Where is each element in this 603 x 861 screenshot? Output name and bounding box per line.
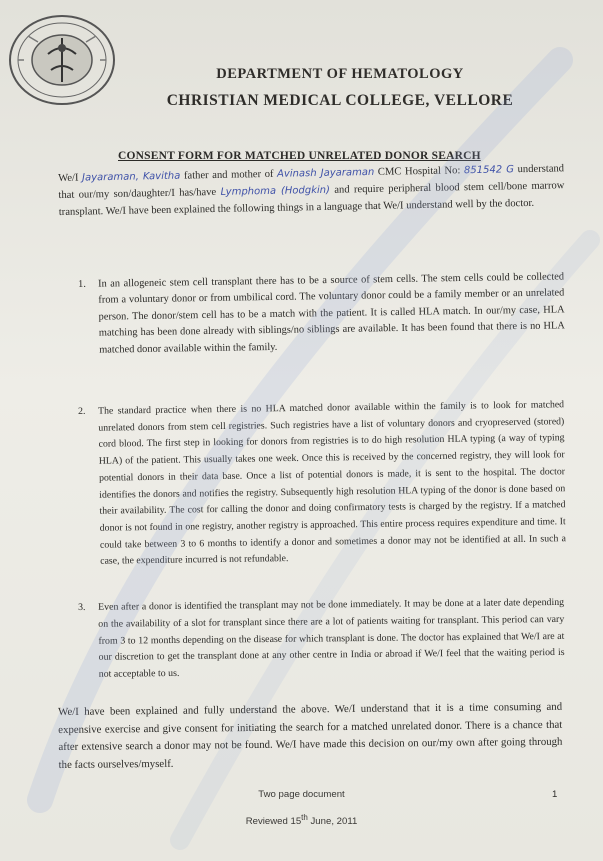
intro-paragraph (58, 160, 565, 221)
review-date-suffix-ordinal: th (301, 813, 308, 822)
intro-text: CMC Hospital No: (374, 165, 465, 178)
item-text: In an allogeneic stem cell transplant there has to be a source of stem cells. The stem cells could be collected from a voluntary donor or from umbilical cord. The voluntary donor could be a family member or an unrelated person. The donor/stem cell has to be a match with the patient. It is called HLA match. In our/my case, HLA matching has been done already with siblings/no siblings are available. It has been found that there is no HLA matched donor available within the family. (98, 271, 565, 356)
review-date-prefix: Reviewed 15 (245, 816, 302, 828)
consent-item (78, 595, 565, 684)
intro-text: understand that our/my son/daughter/I has/have (58, 163, 565, 201)
form-title: CONSENT FORM FOR MATCHED UNRELATED DONOR SEARCH (118, 150, 481, 162)
item-number: 1. (78, 278, 87, 290)
page-count-note: Two page document (258, 789, 345, 800)
final-statement: We/I have been explained and fully understand the above. We/I understand that it is a time consuming and expensive exercise and give consent for initiating the search for a matched unrelated donor. There is a chance that after extensive search a donor may not be found. We/I have made this decision on our/my own after going through the facts ourselves/myself. (58, 700, 563, 771)
department-heading: DEPARTMENT OF HEMATOLOGY (216, 66, 464, 82)
intro-text: We/I (58, 172, 83, 184)
consent-item (78, 397, 566, 571)
review-date-suffix: June, 2011 (307, 816, 358, 828)
college-seal-logo (4, 10, 120, 110)
consent-item (78, 269, 565, 359)
parents-name-handwritten: Jayaraman, Kavitha (81, 170, 181, 184)
item-number: 3. (78, 601, 86, 613)
patient-name-handwritten: Avinash Jayaraman (276, 166, 375, 180)
item-text: The standard practice when there is no HLA matched donor available within the family is to look for matched unrelated donors from stem cell registries. Such registries have a list of voluntary donors and cryopreserved (stored) cord blood. The first step in looking for donors from registries is to do high resolution HLA typing (a way of typing HLA) of the patient. This usually takes one week. Once this is received by the concerned registry, they will look for potential donors in their data base. Once a list of potential donors is made, it is sent to the hospital. The doctor identifies the donors and notifies the registry. Subsequently high resolution HLA typing of the donor is done based on their availability. The cost for calling the donor and doing confirmatory tests is charged by the registry. If a matched donor is not found in one registry, another registry is approached. This entire process requires expenditure and time. It could take between 3 to 6 months to identify a donor and sometimes a donor may not be identified at all. In such a case, the expenditure incurred is not refundable. (98, 399, 566, 568)
hospital-number-handwritten: 851542 G (463, 164, 515, 177)
item-text: Even after a donor is identified the transplant may not be done immediately. It may be done at a later date depending on the availability of a slot for transplant since there are a lot of patients waiting for transplant. This period can vary from 3 to 12 months depending on the disease for which transplant is done. The doctor has explained that We/I are at our discretion to get the transplant done at any other centre in India or abroad if We/I feel that the waiting period is not acceptable to us. (98, 596, 565, 680)
intro-text: and require peripheral blood stem cell/bone marrow transplant. We/I have been explained the following things in a language that We/I understand well by the doctor. (58, 180, 565, 218)
college-heading: CHRISTIAN MEDICAL COLLEGE, VELLORE (166, 92, 514, 109)
page-number: 1 (552, 789, 558, 800)
intro-text: father and mother of (180, 168, 278, 182)
item-number: 2. (78, 405, 86, 417)
diagnosis-handwritten: Lymphoma (Hodgkin) (220, 184, 331, 198)
review-date (0, 813, 603, 827)
